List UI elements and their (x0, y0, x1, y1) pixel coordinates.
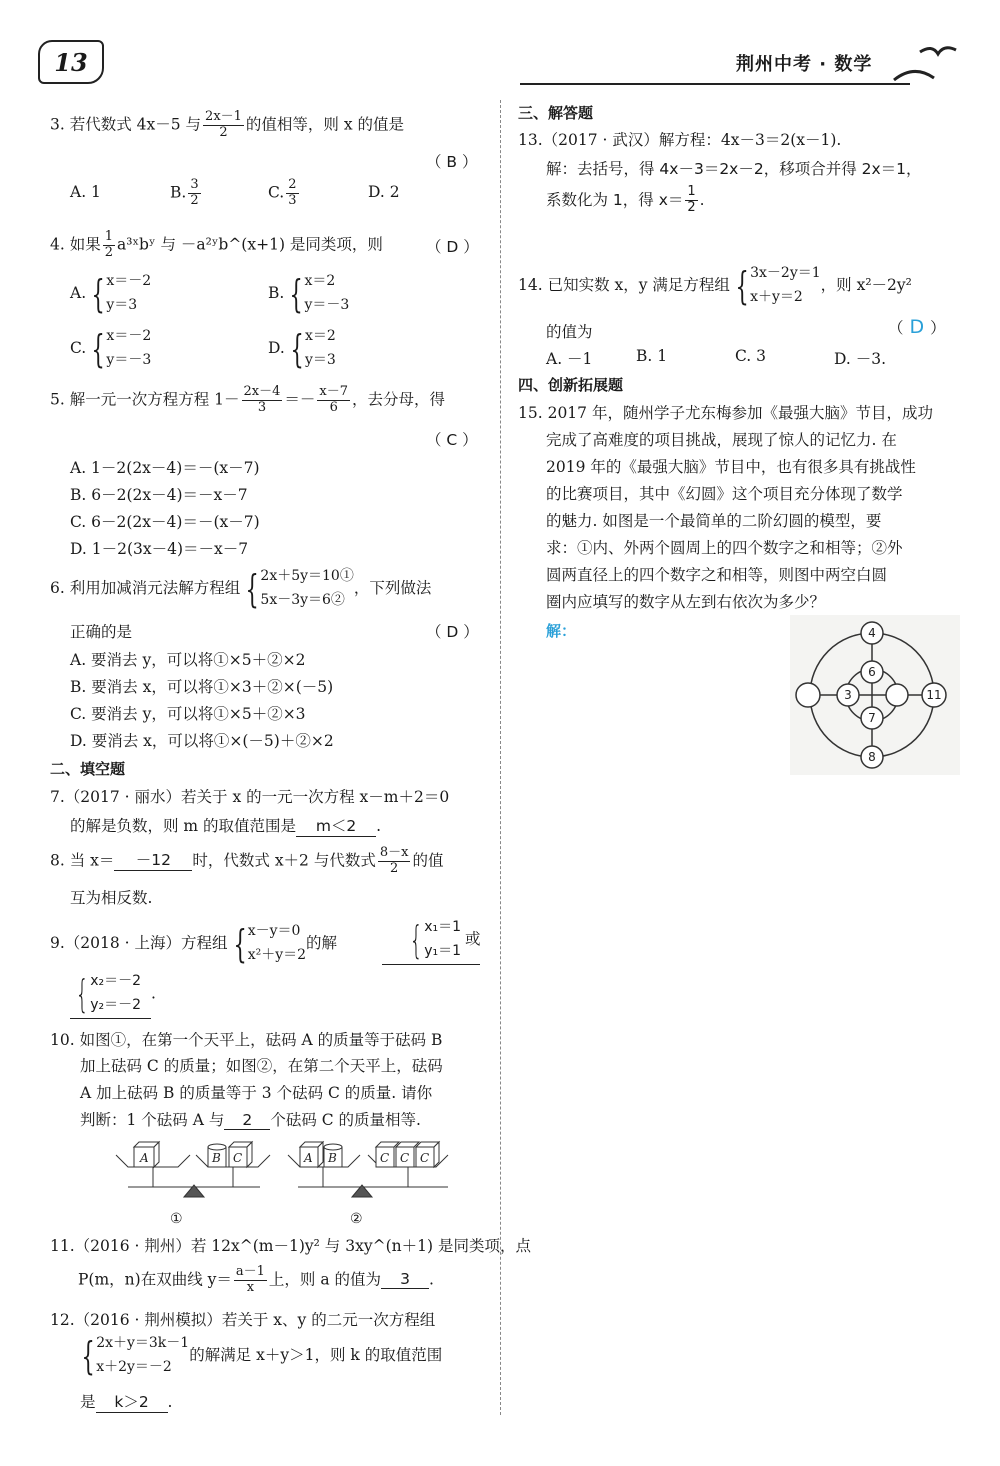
q10-line3: A 加上砝码 B 的质量等于 3 个砝码 C 的质量. 请你 (80, 1084, 433, 1102)
q3-stem: 3. 若代数式 4x－5 与 $\frac{2x-1}{2}$ 的值相等，则 x 的值是 (50, 109, 405, 140)
q7-line2: 的解是负数，则 m 的取值范围是 m＜2 . (70, 814, 381, 837)
q4-stem: 4. 如果 $\frac{1}{2}$ a³ˣbʸ 与 －a²ʸb^(x+1) 是同类项，则 (50, 229, 383, 260)
header-rule (520, 83, 910, 85)
q14-stem: 14. 已知实数 x，y 满足方程组 { 3x－2y＝1 x＋y＝2 ，则 x²－2y² (518, 263, 912, 308)
q4-option-d: D. { x＝2 y＝3 (268, 326, 336, 371)
q5-stem: 5. 解一元一次方程方程 1－ $\frac{2x-4}{3}$ ＝－ $\frac{x-7}{6}$ ，去分母，得 (50, 384, 446, 415)
q11-line1: 11.（2016 · 荆州）若 12x^(m－1)y² 与 3xy^(n＋1) 是同类项，点 (50, 1237, 531, 1255)
q13-solution-2: 系数化为 1，得 x＝ $\frac{1}{2}$ . (546, 184, 705, 215)
magic-inner-left: 3 (844, 688, 852, 702)
q4-option-c: C. { x＝－2 y＝－3 (70, 326, 152, 371)
q6-option-a: A. 要消去 y，可以将①×5＋②×2 (70, 651, 306, 669)
q3-answer: （ B ） (426, 153, 478, 171)
magic-top: 4 (868, 626, 876, 640)
magic-outer-left-blank (796, 683, 820, 707)
weight-c-2c: C (420, 1151, 430, 1165)
weight-b-1: B (212, 1151, 221, 1165)
q13-line1: 13.（2017 · 武汉）解方程：4x－3＝2(x－1). (518, 131, 842, 149)
section-innovation: 四、创新拓展题 (518, 376, 624, 394)
magic-right: 11 (926, 688, 942, 702)
q3-option-c: C. $\frac{2}{3}$ (268, 177, 297, 208)
balance-figures (108, 1135, 458, 1230)
q6-answer: （ D ） (426, 623, 479, 641)
q5-option-c: C. 6－2(2x－4)＝－(x－7) (70, 513, 260, 531)
q3-option-a: A. 1 (70, 183, 101, 201)
weight-c-1: C (233, 1151, 243, 1165)
q3-option-d: D. 2 (368, 183, 400, 201)
q14-answer: （ D ） (888, 316, 946, 338)
q10-line1: 10. 如图①，在第一个天平上，砝码 A 的质量等于砝码 B (50, 1031, 443, 1049)
header-title: 荆州中考 · 数学 (736, 54, 873, 75)
page-number: 13 (38, 40, 104, 84)
q4-option-a: A. { x＝－2 y＝3 (70, 271, 152, 316)
q5-option-b: B. 6－2(2x－4)＝－x－7 (70, 486, 248, 504)
q6-stem: 6. 利用加减消元法解方程组 { 2x＋5y＝10① 5x－3y＝6② ，下列做法 (50, 566, 432, 611)
q6-option-c: C. 要消去 y，可以将①×5＋②×3 (70, 705, 306, 723)
q11-line2: P(m，n)在双曲线 y＝ $\frac{a-1}{x}$ 上，则 a 的值为 3 . (78, 1264, 434, 1295)
q14-option-c: C. 3 (735, 347, 767, 365)
q14-option-d: D. －3. (834, 350, 887, 368)
weight-a-2: A (304, 1151, 313, 1165)
balance-2 (288, 1142, 448, 1227)
q8-line1: 8. 当 x＝ －12 时，代数式 x＋2 与代数式 $\frac{8-x}{2}$ 的值 (50, 845, 444, 876)
q12-line3: 是 k＞2 . (80, 1390, 172, 1413)
magic-inner-top: 6 (868, 665, 876, 679)
q4-option-b: B. { x＝2 y＝－3 (268, 271, 350, 316)
magic-inner-bottom: 7 (868, 711, 876, 725)
q15-line6: 求：①内、外两个圆周上的四个数字之和相等；②外 (546, 539, 903, 557)
q12-line2: { 2x＋y＝3k－1 x＋2y＝－2 的解满足 x＋y＞1，则 k 的取值范围 (81, 1333, 443, 1378)
figure-2-label: ② (350, 1211, 363, 1227)
q9-line1: 9.（2018 · 上海）方程组 { x－y＝0 x²＋y＝2 的解 (50, 921, 338, 966)
q15-solve-label: 解： (546, 622, 577, 640)
q3-option-b: B. $\frac{3}{2}$ (170, 177, 199, 208)
bird-icon (890, 42, 960, 86)
q5-option-d: D. 1－2(3x－4)＝－x－7 (70, 540, 249, 558)
weight-b-2: B (328, 1151, 337, 1165)
q15-line5: 的魅力. 如图是一个最简单的二阶幻圆的模型，要 (546, 512, 882, 530)
weight-c-2b: C (400, 1151, 410, 1165)
q6-stem-cont: 正确的是 (70, 623, 133, 641)
q14-stem-cont: 的值为 (546, 323, 593, 341)
q13-solution-1: 解：去括号，得 4x－3＝2x－2，移项合并得 2x＝1， (546, 160, 922, 178)
q5-answer: （ C ） (426, 431, 478, 449)
q15-line3: 2019 年的《最强大脑》节目中，也有很多具有挑战性 (546, 458, 916, 476)
q10-line4: 判断：1 个砝码 A 与 2 个砝码 C 的质量相等. (80, 1111, 421, 1129)
q6-option-b: B. 要消去 x，可以将①×3＋②×(－5) (70, 678, 334, 696)
q12-line1: 12.（2016 · 荆州模拟）若关于 x、y 的二元一次方程组 (50, 1311, 436, 1329)
q7-line1: 7.（2017 · 丽水）若关于 x 的一元一次方程 x－m＋2＝0 (50, 788, 450, 806)
q5-option-a: A. 1－2(2x－4)＝－(x－7) (70, 459, 260, 477)
q15-line8: 圈内应填写的数字从左到右依次为多少？ (546, 593, 826, 611)
figure-1-label: ① (170, 1211, 183, 1227)
column-divider (500, 100, 501, 1415)
q6-option-d: D. 要消去 x，可以将①×(－5)＋②×2 (70, 732, 334, 750)
weight-a-1: A (140, 1151, 149, 1165)
q15-line2: 完成了高难度的项目挑战，展现了惊人的记忆力. 在 (546, 431, 897, 449)
q14-option-a: A. －1 (546, 350, 593, 368)
section-fill-blank: 二、填空题 (50, 760, 126, 778)
balance-1 (116, 1142, 270, 1227)
q15-line7: 圆两直径上的四个数字之和相等，则图中两空白圆 (546, 566, 888, 584)
weight-c-2a: C (380, 1151, 390, 1165)
q15-line4: 的比赛项目，其中《幻圆》这个项目充分体现了数学 (546, 485, 903, 503)
q9-answer-1: { x₁＝1 y₁＝1 或 (382, 916, 480, 965)
section-answer-questions: 三、解答题 (518, 104, 594, 122)
q14-option-b: B. 1 (636, 347, 668, 365)
magic-circle-figure (790, 615, 960, 775)
q10-line2: 加上砝码 C 的质量；如图②，在第二个天平上，砝码 (80, 1057, 443, 1075)
q4-answer: （ D ） (426, 238, 479, 256)
q8-line2: 互为相反数. (70, 889, 153, 907)
q9-answer-2: { x₂＝－2 y₂＝－2 . (70, 970, 156, 1019)
magic-bottom: 8 (868, 750, 876, 764)
q15-line1: 15. 2017 年，随州学子尤东梅参加《最强大脑》节目，成功 (518, 404, 933, 422)
magic-inner-right-blank (886, 684, 908, 706)
